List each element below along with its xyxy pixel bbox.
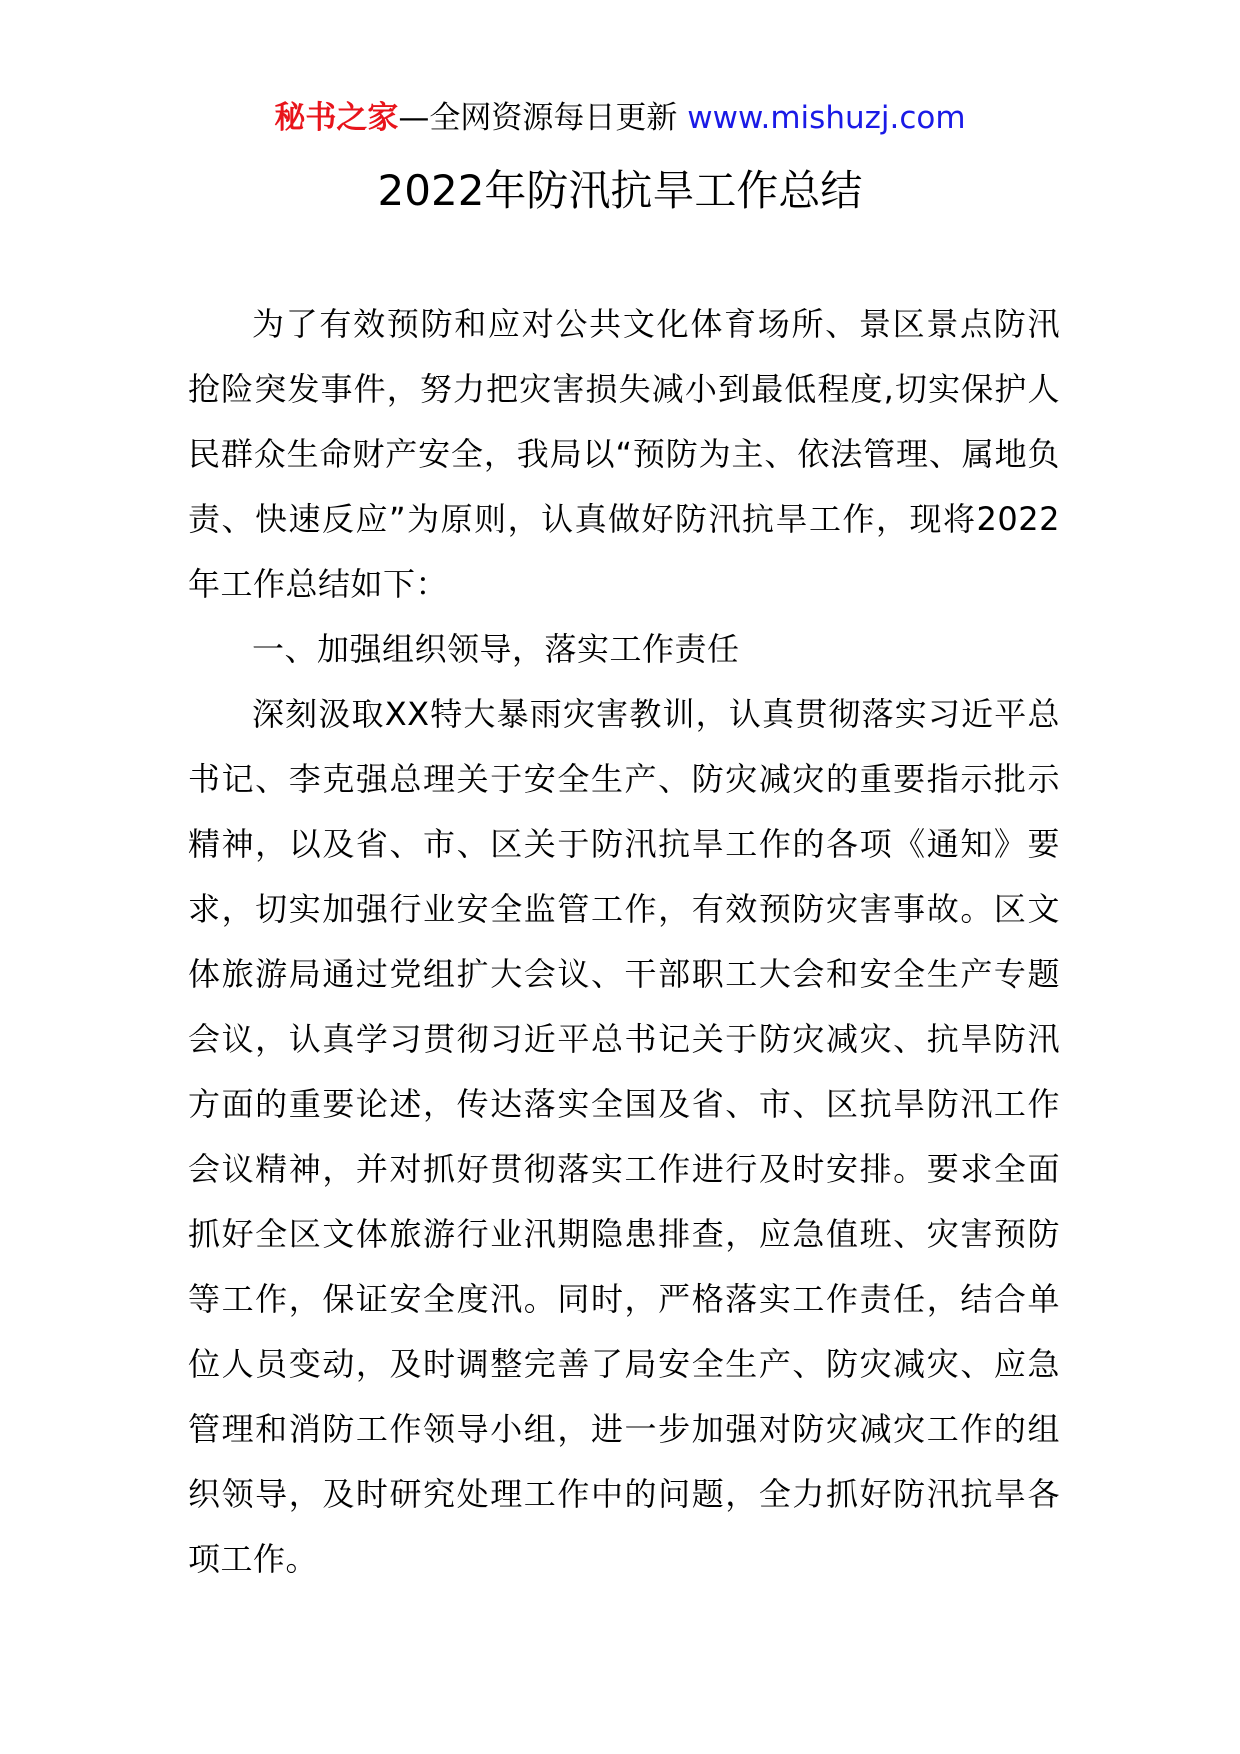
- intro-paragraph: 为了有效预防和应对公共文化体育场所、景区景点防汛抢险突发事件，努力把灾害损失减小到最低程度,切实保护人民群众生命财产安全，我局以“预防为主、依法管理、属地负责、快速反应”为原则，认真做好防汛抗旱工作，现将2022年工作总结如下：: [188, 305, 1060, 603]
- document-title: 2022年防汛抗旱工作总结: [377, 166, 863, 215]
- site-url-link[interactable]: www.mishuzj.com: [687, 100, 966, 136]
- header-tagline: —全网资源每日更新: [398, 100, 688, 136]
- section-paragraph: 深刻汲取XX特大暴雨灾害教训，认真贯彻落实习近平总书记、李克强总理关于安全生产、防灾减灾的重要指示批示精神，以及省、市、区关于防汛抗旱工作的各项《通知》要求，切实加强行业安全监管工作，有效预防灾害事故。区文体旅游局通过党组扩大会议、干部职工大会和安全生产专题会议，认真学习贯彻习近平总书记关于防灾减灾、抗旱防汛方面的重要论述，传达落实全国及省、市、区抗旱防汛工作会议精神，并对抓好贯彻落实工作进行及时安排。要求全面抓好全区文体旅游行业汛期隐患排查，应急值班、灾害预防等工作，保证安全度汛。同时，严格落实工作责任，结合单位人员变动，及时调整完善了局安全生产、防灾减灾、应急管理和消防工作领导小组，进一步加强对防灾减灾工作的组织领导，及时研究处理工作中的问题，全力抓好防汛抗旱各项工作。: [188, 695, 1060, 1578]
- brand-name: 秘书之家: [274, 100, 399, 136]
- document-body: [188, 292, 1060, 1592]
- section-heading: 一、加强组织领导，落实工作责任: [252, 630, 740, 668]
- site-header: [0, 98, 1240, 138]
